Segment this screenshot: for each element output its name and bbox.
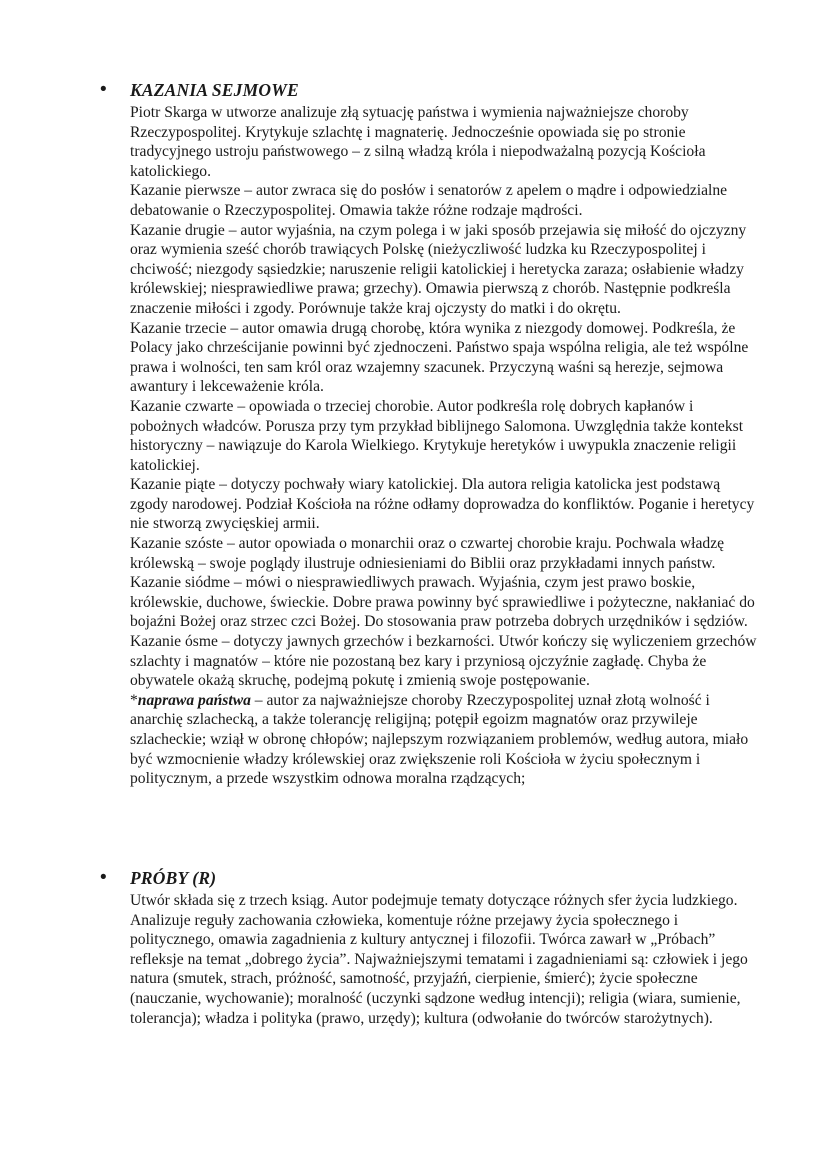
paragraph-sermon-3: Kazanie trzecie – autor omawia drugą chorobę, która wynika z niezgody domowej. Podkreśla, że Polacy jako chrześcijanie powinni być zjednoczeni. Państwo spaja wspólna religia, ale też wspólne prawa i wolności, ten sam król oraz wzajemny szacunek. Przyczyną waśni są herezje, sejmowa awantury i lekceważenie króla.: [130, 319, 749, 396]
note-term: naprawa państwa: [137, 691, 251, 709]
section-kazania-sejmowe: [100, 78, 760, 789]
section-heading: PRÓBY (R): [130, 868, 217, 888]
section-heading-row: [100, 78, 760, 102]
paragraph-sermon-7: Kazanie siódme – mówi o niesprawiedliwych prawach. Wyjaśnia, czym jest prawo boskie, królewskie, duchowe, świeckie. Dobre prawa powinny być sprawiedliwe i pożyteczne, nakłaniać do bojaźni Bożej oraz strzec czci Bożej. Do stosowania praw potrzeba dobrych urzędników i sędziów.: [130, 574, 755, 631]
section-body: [130, 103, 760, 789]
note-paragraph: [130, 691, 760, 789]
section-heading: KAZANIA SEJMOWE: [130, 80, 299, 100]
section-heading-row: [100, 866, 760, 890]
section-body: [130, 891, 760, 1028]
section-proby: [100, 866, 760, 1028]
paragraph-sermon-2: Kazanie drugie – autor wyjaśnia, na czym polega i w jaki sposób przejawia się miłość do ojczyzny oraz wymienia sześć chorób trawiących Polskę (nieżyczliwość ludzka ku Rzeczypospolitej i chciwość; niezgody sąsiedzkie; naruszenie religii katolickiej i heretycka zaraza; osłabienie władzy królewskiej; niesprawiedliwe prawa; grzechy). Omawia pierwszą z chorób. Następnie podkreśla znaczenie miłości i zgody. Porównuje także kraj ojczysty do matki i do okrętu.: [130, 221, 747, 317]
paragraph-intro: Piotr Skarga w utworze analizuje złą sytuację państwa i wymienia najważniejsze choroby Rzeczypospolitej. Krytykuje szlachtę i magnaterię. Jednocześnie opowiada się po stronie tradycyjnego ustroju państwowego – z silną władzą króla i niepodważalną pozycją Kościoła katolickiego.: [130, 104, 706, 180]
paragraph-sermon-6: Kazanie szóste – autor opowiada o monarchii oraz o czwartej chorobie kraju. Pochwala władzę królewską – swoje poglądy ilustruje odniesieniami do Biblii oraz przykładami innych państw.: [130, 535, 725, 572]
note-prefix: *: [130, 691, 138, 709]
bullet-marker: •: [100, 867, 107, 888]
paragraph-sermon-4: Kazanie czwarte – opowiada o trzeciej chorobie. Autor podkreśla rolę dobrych kapłanów i pobożnych władców. Porusza przy tym przykład biblijnego Salomona. Uwzględnia także kontekst historyczny – nawiązuje do Karola Wielkiego. Krytykuje heretyków i uwypukla znaczenie religii katolickiej.: [130, 397, 744, 474]
paragraph-proby: Utwór składa się z trzech ksiąg. Autor podejmuje tematy dotyczące różnych sfer życia ludzkiego. Analizuje reguły zachowania człowieka, komentuje różne przejawy życia społecznego i politycznego, omawia zagadnienia z kultury antycznej i filozofii. Twórca zawarł w „Próbach” refleksje na temat „dobrego życia”. Najważniejszymi tematami i zagadnieniami są: człowiek i jego natura (smutek, strach, próżność, samotność, przyjaźń, cierpienie, śmierć); życie społeczne (nauczanie, wychowanie); moralność (uczynki sądzone według intencji); religia (wiara, sumienie, tolerancja); władza i polityka (prawo, urzędy); kultura (odwołanie do twórców starożytnych).: [130, 892, 748, 1027]
paragraph-sermon-8: Kazanie ósme – dotyczy jawnych grzechów i bezkarności. Utwór kończy się wyliczeniem grzechów szlachty i magnatów – które nie pozostaną bez kary i przyniosą ojczyźnie zagładę. Chyba że obywatele okażą skruchę, podejmą pokutę i zmienią swoje postępowanie.: [130, 633, 757, 690]
paragraph-sermon-1: Kazanie pierwsze – autor zwraca się do posłów i senatorów z apelem o mądre i odpowiedzialne debatowanie o Rzeczypospolitej. Omawia także różne rodzaje mądrości.: [130, 182, 728, 219]
bullet-marker: •: [100, 79, 107, 100]
note-text: – autor za najważniejsze choroby Rzeczypospolitej uznał złotą wolność i anarchię szlachecką, a także tolerancję religijną; potępił egoizm magnatów oraz przywileje szlacheckie; wziął w obronę chłopów; najlepszym rozwiązaniem problemów, według autora, miało być wzmocnienie władzy królewskiej oraz zwiększenie roli Kościoła w życiu społecznym i politycznym, a przede wszystkim odnowa moralna rządzących;: [130, 691, 749, 788]
paragraph-sermon-5: Kazanie piąte – dotyczy pochwały wiary katolickiej. Dla autora religia katolicka jest podstawą zgody narodowej. Podział Kościoła na różne odłamy doprowadza do konfliktów. Poganie i heretycy nie stworzą zwycięskiej armii.: [130, 476, 755, 533]
